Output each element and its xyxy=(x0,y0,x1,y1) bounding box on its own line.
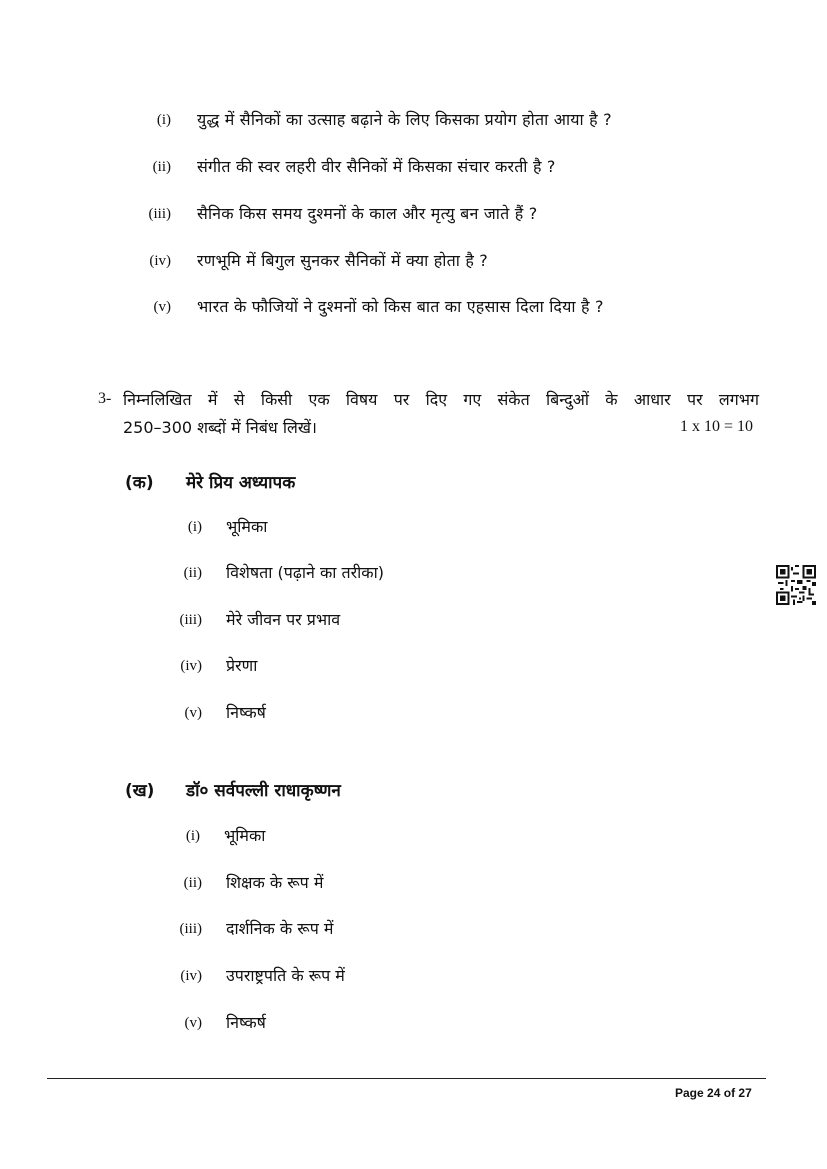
of-word: of xyxy=(723,1086,736,1100)
point-number: (ii) xyxy=(183,875,202,891)
question-text: युद्ध में सैनिकों का उत्साह बढ़ाने के लिए किसका प्रयोग होता आया है ? xyxy=(197,110,612,129)
question-text: सैनिक किस समय दुश्मनों के काल और मृत्यु बन जाते हैं ? xyxy=(197,204,538,223)
question-number: (ii) xyxy=(152,159,171,175)
page-footer xyxy=(675,1086,752,1100)
point-number: (i) xyxy=(187,519,202,535)
point-number: (v) xyxy=(184,1015,202,1031)
point-number: (i) xyxy=(185,828,200,844)
point-number: (iv) xyxy=(180,658,202,674)
page-word: Page xyxy=(675,1086,704,1100)
topic-title: डॉ० सर्वपल्ली राधाकृष्णन xyxy=(186,781,341,801)
question-number: (iv) xyxy=(149,253,171,269)
question-text: संगीत की स्वर लहरी वीर सैनिकों में किसका संचार करती है ? xyxy=(197,157,556,176)
point-number: (iii) xyxy=(179,612,202,628)
point-text: प्रेरणा xyxy=(226,656,258,675)
question-number: (iii) xyxy=(148,206,171,222)
question-number: (v) xyxy=(153,299,171,315)
question-3-number: 3- xyxy=(98,390,112,407)
point-text: उपराष्ट्रपति के रूप में xyxy=(226,966,345,985)
point-number: (v) xyxy=(184,705,202,721)
question-text: रणभूमि में बिगुल सुनकर सैनिकों में क्या होता है ? xyxy=(197,251,488,270)
point-text: दार्शनिक के रूप में xyxy=(226,919,334,938)
point-text: निष्कर्ष xyxy=(226,703,266,722)
topic-label: (क) xyxy=(125,473,154,493)
point-number: (iv) xyxy=(180,968,202,984)
point-number: (ii) xyxy=(183,565,202,581)
point-text: भूमिका xyxy=(226,517,268,536)
point-number: (iii) xyxy=(179,921,202,937)
point-text: निष्कर्ष xyxy=(226,1013,266,1032)
question-number: (i) xyxy=(156,112,171,128)
question-3-line-1: निम्नलिखित में से किसी एक विषय पर दिए गए संकेत बिन्दुओं के आधार पर लगभग xyxy=(123,390,759,409)
total-pages: 27 xyxy=(738,1086,752,1100)
topic-title: मेरे प्रिय अध्यापक xyxy=(186,473,296,493)
point-text: शिक्षक के रूप में xyxy=(226,873,324,892)
point-text: विशेषता (पढ़ाने का तरीका) xyxy=(226,563,384,582)
qr-code-icon xyxy=(776,565,816,605)
point-text: भूमिका xyxy=(224,826,266,845)
question-3-line-2: 250–300 शब्दों में निबंध लिखें। xyxy=(123,418,317,437)
topic-label: (ख) xyxy=(125,781,155,801)
question-3-marks: 1 x 10 = 10 xyxy=(680,418,754,435)
point-text: मेरे जीवन पर प्रभाव xyxy=(226,610,341,629)
question-text: भारत के फौजियों ने दुश्मनों को किस बात का एहसास दिला दिया है ? xyxy=(197,297,604,316)
footer-rule xyxy=(47,1078,766,1079)
current-page: 24 xyxy=(707,1086,721,1100)
